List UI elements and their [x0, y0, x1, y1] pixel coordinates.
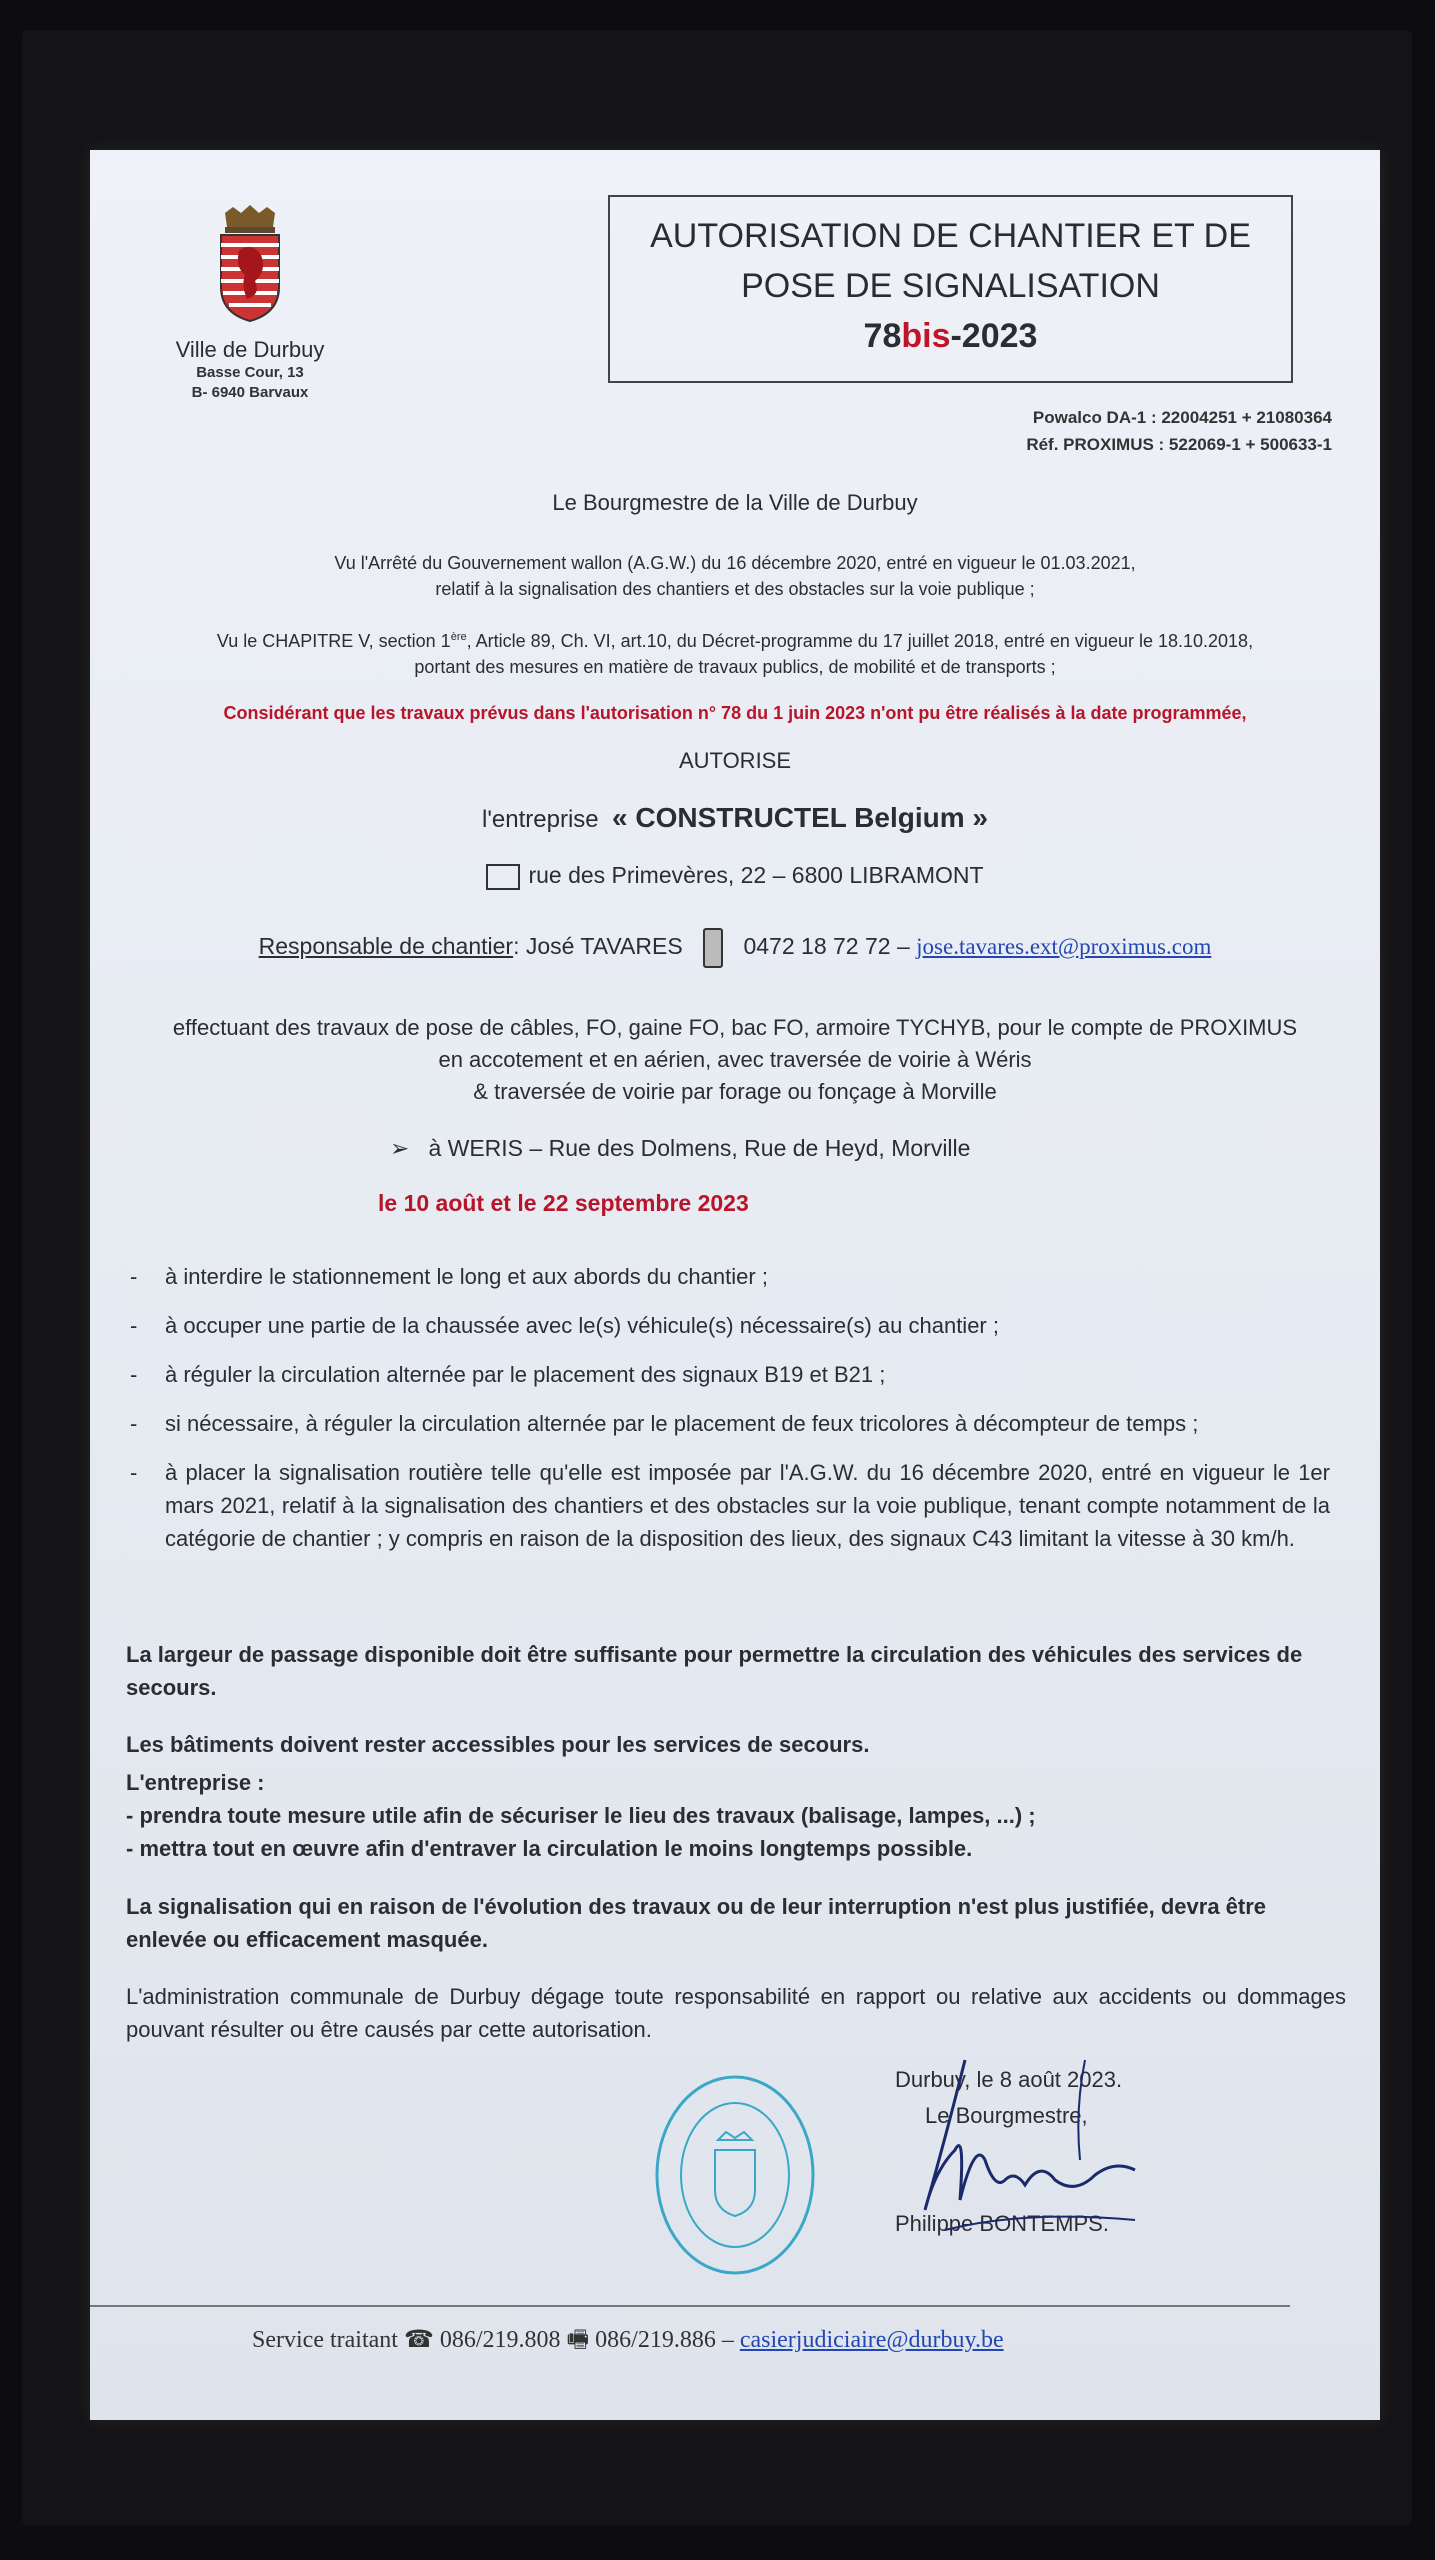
company-address: rue des Primevères, 22 – 6800 LIBRAMONT [90, 862, 1380, 890]
footer-email-link[interactable]: casierjudiciaire@durbuy.be [739, 2327, 1004, 2353]
work-dates: le 10 août et le 22 septembre 2023 [378, 1190, 749, 1216]
authorization-list [130, 1260, 1330, 1571]
list-item: - à interdire le stationnement le long et aux abords du chantier ; [130, 1264, 768, 1289]
mobile-phone-icon [703, 928, 723, 968]
autorise-heading: AUTORISE [678, 748, 792, 773]
condition-signalisation: La signalisation qui en raison de l'évolution des travaux ou de leur interruption n'est plus justifiée, devra être enlevée ou efficacement masquée. [126, 1894, 1267, 1952]
coat-of-arms-icon [211, 205, 289, 325]
title-line-2: POSE DE SIGNALISATION [741, 267, 1160, 305]
fax-icon: 🖷 [566, 2327, 590, 2353]
signatory-name: Philippe BONTEMPS. [895, 2211, 1109, 2236]
list-item: - à réguler la circulation alternée par le placement des signaux B19 et B21 ; [130, 1362, 886, 1387]
document-page [90, 150, 1380, 2420]
disclaimer: L'administration communale de Durbuy dégage toute responsabilité en rapport ou relative aux accidents ou dommages pouvant résulter ou être causés par cette autorisation. [126, 1984, 1346, 2042]
handwritten-signature [905, 2050, 1145, 2260]
responsable-line: Responsable de chantier: José TAVARES 0472 18 72 72 – jose.tavares.ext@proximus.com [90, 928, 1380, 968]
list-item: - à occuper une partie de la chaussée avec le(s) véhicule(s) nécessaire(s) au chantier ; [130, 1313, 999, 1338]
title-line-1: AUTORISATION DE CHANTIER ET DE [650, 217, 1251, 255]
considerant: Considérant que les travaux prévus dans l'autorisation n° 78 du 1 juin 2023 n'ont pu être réalisés à la date programmée, [223, 703, 1247, 723]
vu-decret: Vu le CHAPITRE V, section 1ère, Article 89, Ch. VI, art.10, du Décret-programme du 17 juillet 2018, entré en vigueur le 18.10.2018, portant des mesures en matière de travaux publics, de mobilité et de transports ; [216, 631, 1254, 677]
works-description: effectuant des travaux de pose de câbles, FO, gaine FO, bac FO, armoire TYCHYB, pour le compte de PROXIMUS en accotement et en aérien, avec traversée de voirie à Wéris & traversée de voirie par forage ou fonçage à Morville [172, 1015, 1298, 1104]
place-date: Durbuy, le 8 août 2023. [895, 2067, 1123, 2092]
arrow-bullet-icon: ➢ [390, 1135, 410, 1161]
references [1026, 404, 1332, 458]
condition-buildings: Les bâtiments doivent rester accessibles pour les services de secours. [126, 1732, 870, 1757]
condition-passage: La largeur de passage disponible doit être suffisante pour permettre la circulation des véhicules des services de secours. [126, 1642, 1303, 1700]
entreprise-obligations: L'entreprise : - prendra toute mesure utile afin de sécuriser le lieu des travaux (balisage, lampes, ...) ; - mettra tout en œuvre afin d'entraver la circulation le moins longtemps possible. [126, 1770, 1036, 1861]
address-line-2: B- 6940 Barvaux [191, 384, 309, 401]
signatory-role: Le Bourgmestre, [925, 2103, 1088, 2128]
address-line-1: Basse Cour, 13 [196, 364, 304, 381]
company-line: l'entreprise « CONSTRUCTEL Belgium » [482, 802, 988, 833]
phone-icon: ☎ [403, 2327, 434, 2353]
company-name: « CONSTRUCTEL Belgium » [612, 802, 988, 833]
mail-icon [486, 864, 520, 890]
proximus-ref: Réf. PROXIMUS : 522069-1 + 500633-1 [1026, 435, 1332, 454]
vu-agw: Vu l'Arrêté du Gouvernement wallon (A.G.W.) du 16 décembre 2020, entré en vigueur le 01.03.2021, relatif à la signalisation des chantiers et des obstacles sur la voie publique ; [334, 553, 1136, 599]
footer-divider [90, 2305, 1290, 2307]
email-link[interactable]: jose.tavares.ext@proximus.com [916, 934, 1212, 960]
authorization-number: 78bis-2023 [863, 317, 1038, 355]
list-item: - à placer la signalisation routière telle qu'elle est imposée par l'A.G.W. du 16 décembre 2020, entré en vigueur le 1er mars 2021, relatif à la signalisation des chantiers et des obstacles sur la voie publique, tenant compte notamment de la catégorie de chantier ; y compris en raison de la disposition des lieux, des signaux C43 limitant la vitesse à 30 km/h. [130, 1460, 1330, 1551]
bourgmestre-heading: Le Bourgmestre de la Ville de Durbuy [552, 490, 918, 515]
ville-name: Ville de Durbuy [175, 337, 325, 362]
powalco-ref: Powalco DA-1 : 22004251 + 21080364 [1032, 408, 1332, 427]
location-line: ➢ à WERIS – Rue des Dolmens, Rue de Heyd, Morville [390, 1135, 971, 1161]
municipal-logo-block [175, 205, 325, 403]
official-stamp [650, 2070, 820, 2280]
title-box [608, 195, 1293, 383]
footer: Service traitant ☎ 086/219.808 🖷 086/219.886 – casierjudiciaire@durbuy.be [252, 2327, 1004, 2353]
list-item: - si nécessaire, à réguler la circulation alternée par le placement de feux tricolores à décompteur de temps ; [130, 1411, 1199, 1436]
